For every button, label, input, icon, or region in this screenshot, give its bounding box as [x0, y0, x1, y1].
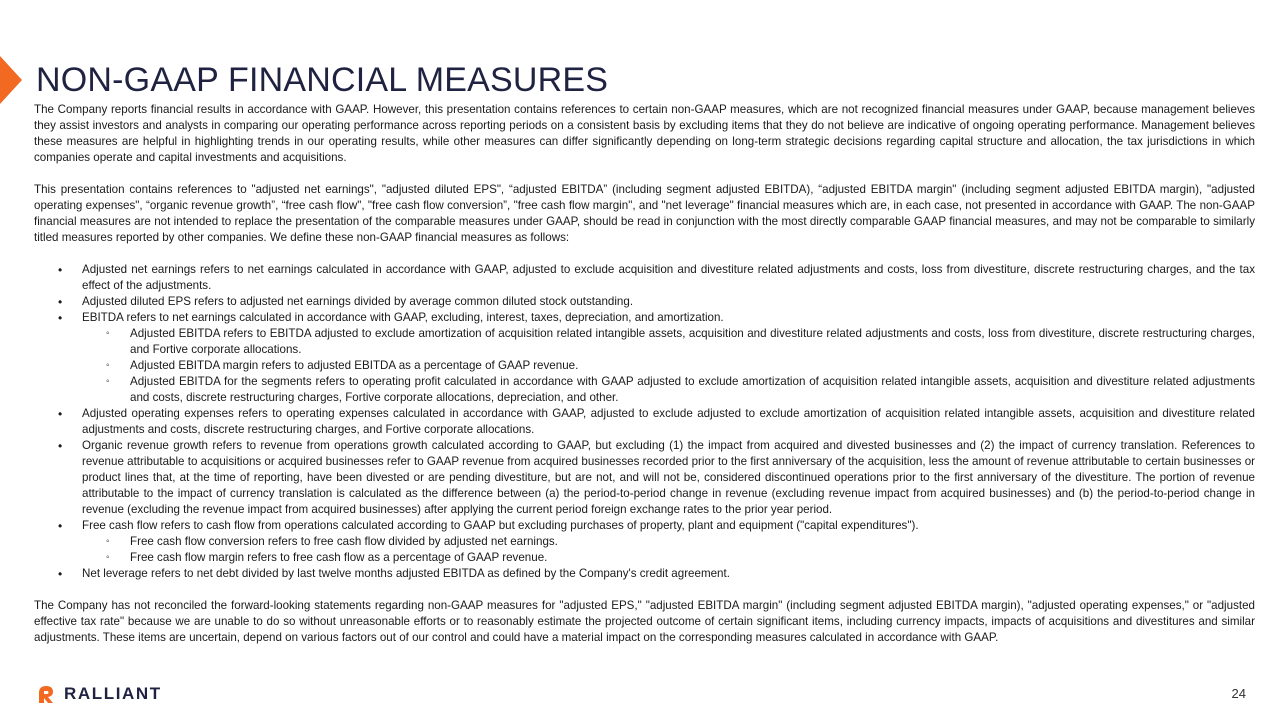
page-number: 24 [1231, 686, 1246, 701]
ralliant-logo-icon [36, 684, 56, 704]
list-item-adjusted-operating-expenses: • Adjusted operating expenses refers to operating expenses calculated in accordance with GAAP, adjusted to exclude adjusted to exclude amortization of acquisition related intangible assets, acquisition and divestiture related adjustments and costs, discrete restructuring charges, and Fortive corporate allocations. [34, 406, 1255, 438]
ralliant-logo [36, 682, 162, 706]
list-item-free-cash-flow: • Free cash flow refers to cash flow from operations calculated according to GAAP but excluding purchases of property, plant and equipment ("capital expenditures"). ◦ Free cash flow conversion refers to free cash flow divided by adjusted net earnings. ◦ Free cash flow margin refers to free cash flow as a percentage of GAAP revenue. [34, 518, 1255, 566]
list-item-ebitda: • EBITDA refers to net earnings calculated in accordance with GAAP, excluding, interest, taxes, depreciation, and amortization. ◦ Adjusted EBITDA refers to EBITDA adjusted to exclude amortization of acquisition related intangible assets, acquisition and divestiture related adjustments and costs, loss from divestiture, discrete restructuring charges, and Fortive corporate allocations. ◦ Adjusted EBITDA margin refers to adjusted EBITDA as a percentage of GAAP revenue. ◦ Adjusted EBITDA for the segments refers to operating profit calculated in accordance with GAAP adjusted to exclude amortization of acquisition related intangible assets, acquisition and divestiture related adjustments and costs, discrete restructuring charges, Fortive corporate allocations, depreciation, and other. [34, 310, 1255, 406]
definitions-list [34, 262, 1255, 582]
sublist-item-free-cash-flow-margin: ◦ Free cash flow margin refers to free cash flow as a percentage of GAAP revenue. [82, 550, 1255, 566]
sublist-item-free-cash-flow-conversion: ◦ Free cash flow conversion refers to free cash flow divided by adjusted net earnings. [82, 534, 1255, 550]
page-title: NON-GAAP FINANCIAL MEASURES [36, 61, 609, 99]
logo-text: RALLIANT [64, 684, 162, 703]
list-item-net-leverage: • Net leverage refers to net debt divided by last twelve months adjusted EBITDA as defined by the Company's credit agreement. [34, 566, 1255, 582]
sublist-item-adjusted-ebitda-margin: ◦ Adjusted EBITDA margin refers to adjusted EBITDA as a percentage of GAAP revenue. [82, 358, 1255, 374]
intro-paragraph: The Company reports financial results in accordance with GAAP. However, this presentation contains references to certain non-GAAP measures, which are not recognized financial measures under GAAP, because management believes they assist investors and analysts in comparing our operating performance across reporting periods on a consistent basis by excluding items that they do not believe are indicative of ongoing operating performance. Management believes these measures are helpful in highlighting trends in our operating results, while other measures can differ significantly depending on long-term strategic decisions regarding capital structure and allocation, the tax jurisdictions in which companies operate and capital investments and acquisitions. [34, 103, 1255, 164]
list-item-adjusted-diluted-eps: • Adjusted diluted EPS refers to adjusted net earnings divided by average common diluted stock outstanding. [34, 294, 1255, 310]
free-cash-flow-sublist [82, 534, 1255, 566]
sublist-item-adjusted-ebitda: ◦ Adjusted EBITDA refers to EBITDA adjusted to exclude amortization of acquisition related intangible assets, acquisition and divestiture related adjustments and costs, loss from divestiture, discrete restructuring charges, and Fortive corporate allocations. [82, 326, 1255, 358]
orange-arrow-accent [0, 56, 22, 104]
list-item-adjusted-net-earnings: • Adjusted net earnings refers to net earnings calculated in accordance with GAAP, adjusted to exclude acquisition and divestiture related adjustments and costs, loss from divestiture, discrete restructuring charges, and the tax effect of the adjustments. [34, 262, 1255, 294]
definitions-intro-paragraph: This presentation contains references to "adjusted net earnings", "adjusted diluted EPS", “adjusted EBITDA” (including segment adjusted EBITDA), “adjusted EBITDA margin" (including segment adjusted EBITDA margin), "adjusted operating expenses", “organic revenue growth”, “free cash flow", "free cash flow conversion”, "free cash flow margin", and "net leverage" financial measures which are, in each case, not presented in accordance with GAAP. The non-GAAP financial measures are not intended to replace the presentation of the comparable measures under GAAP, should be read in conjunction with the most directly comparable GAAP financial measures, and may not be comparable to similarly titled measures reported by other companies. We define these non-GAAP financial measures as follows: [34, 183, 1255, 244]
content-body [34, 102, 1255, 646]
ebitda-sublist [82, 326, 1255, 406]
reconciliation-paragraph: The Company has not reconciled the forward-looking statements regarding non-GAAP measures for "adjusted EPS," "adjusted EBITDA margin" (including segment adjusted EBITDA margin), "adjusted operating expenses," or "adjusted effective tax rate" because we are unable to do so without unreasonable efforts or to reasonably estimate the projected outcome of certain significant items, including currency impacts, impacts of acquisitions and divestitures and similar adjustments. These items are uncertain, depend on various factors out of our control and could have a material impact on the corresponding measures calculated in accordance with GAAP. [34, 599, 1255, 644]
list-item-organic-revenue-growth: • Organic revenue growth refers to revenue from operations growth calculated according to GAAP, but excluding (1) the impact from acquired and divested businesses and (2) the impact of currency translation. References to revenue attributable to acquisitions or acquired businesses refer to GAAP revenue from acquired businesses recorded prior to the first anniversary of the acquisition, less the amount of revenue attributable to certain businesses or product lines that, at the time of reporting, have been divested or are pending divestiture, but are not, and will not be, considered discontinued operations prior to the first anniversary of the divestiture. The portion of revenue attributable to the impact of currency translation is calculated as the difference between (a) the period-to-period change in revenue (excluding revenue impact from acquired businesses) and (b) the period-to-period change in revenue (excluding the revenue impact from acquired businesses) after applying the current period foreign exchange rates to the prior year period. [34, 438, 1255, 518]
sublist-item-segment-adjusted-ebitda: ◦ Adjusted EBITDA for the segments refers to operating profit calculated in accordance with GAAP adjusted to exclude amortization of acquisition related intangible assets, acquisition and divestiture related adjustments and costs, discrete restructuring charges, Fortive corporate allocations, depreciation, and other. [82, 374, 1255, 406]
